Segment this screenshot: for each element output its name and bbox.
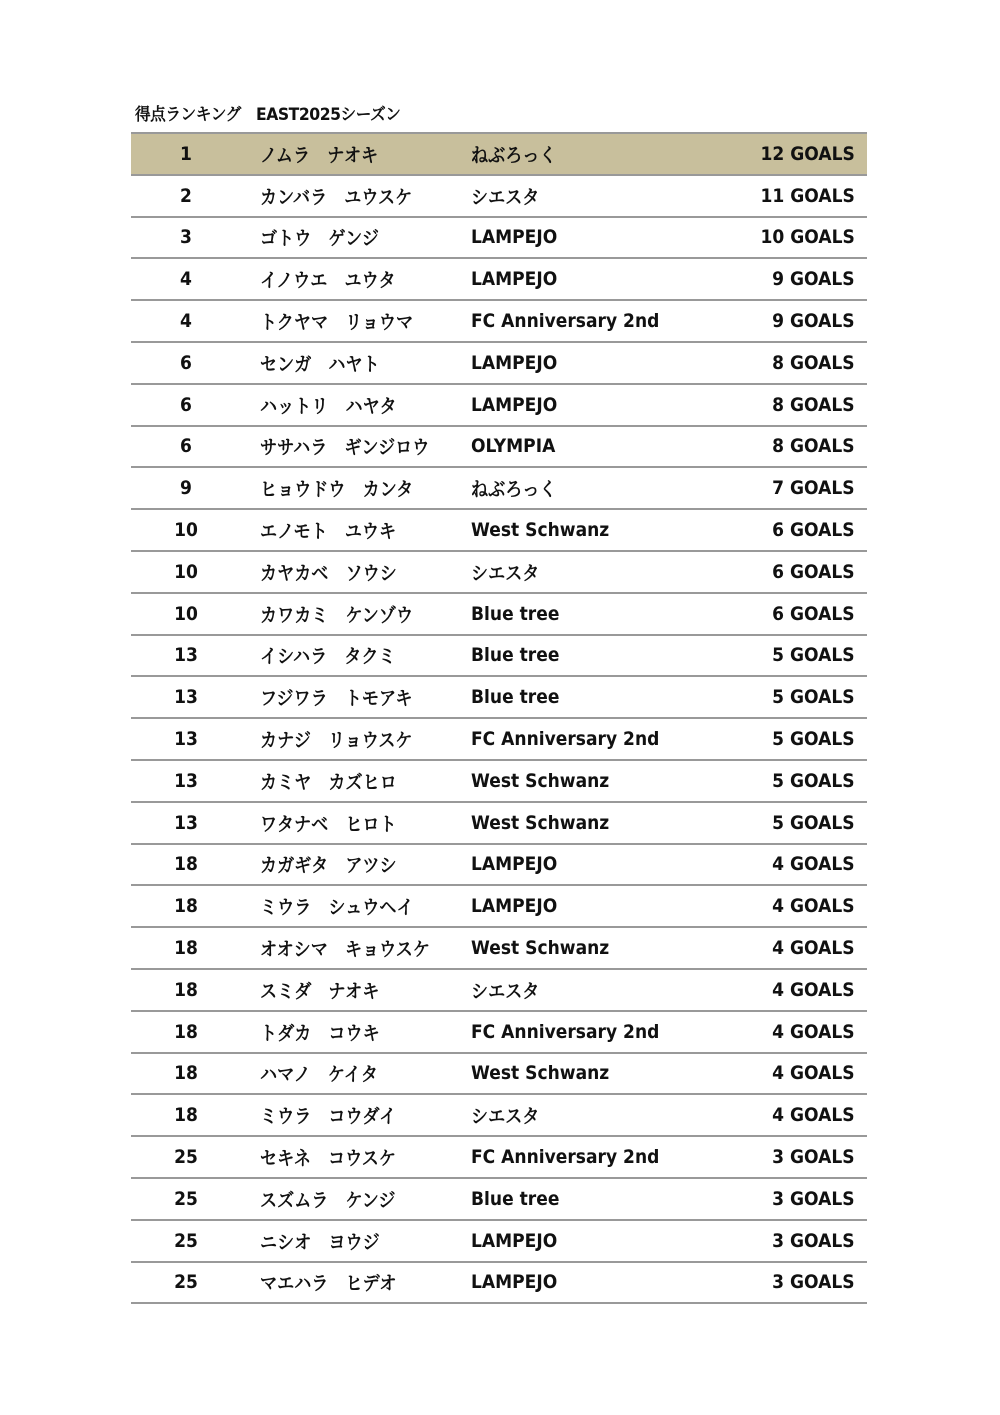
rank-cell: 13 bbox=[174, 728, 198, 751]
page-title: 得点ランキング EAST2025シーズン bbox=[135, 105, 401, 125]
table-row bbox=[131, 1012, 867, 1054]
table-row bbox=[131, 845, 867, 887]
rank-cell: 25 bbox=[174, 1229, 198, 1252]
rank-cell: 25 bbox=[174, 1187, 198, 1210]
table-row bbox=[131, 928, 867, 970]
table-row bbox=[131, 677, 867, 719]
goals-cell: 6 GOALS bbox=[772, 519, 855, 542]
rank-cell: 6 bbox=[180, 351, 192, 374]
table-row bbox=[131, 886, 867, 928]
team-name: West Schwanz bbox=[471, 769, 610, 792]
player-name: カワカミ ケンゾウ bbox=[260, 604, 414, 627]
goals-cell: 4 GOALS bbox=[772, 1020, 855, 1043]
table-row bbox=[131, 385, 867, 427]
goals-cell: 6 GOALS bbox=[772, 560, 855, 583]
player-name: フジワラ トモアキ bbox=[260, 687, 413, 710]
table-row bbox=[131, 427, 867, 469]
team-name: Blue tree bbox=[471, 644, 560, 667]
table-row bbox=[131, 176, 867, 218]
table-row bbox=[131, 134, 867, 176]
team-name: LAMPEJO bbox=[471, 268, 558, 291]
team-name: FC Anniversary 2nd bbox=[471, 1020, 660, 1043]
goals-cell: 6 GOALS bbox=[772, 602, 855, 625]
rank-cell: 10 bbox=[174, 602, 198, 625]
goals-cell: 4 GOALS bbox=[772, 895, 855, 918]
player-name: カンバラ ユウスケ bbox=[260, 186, 413, 209]
table-row bbox=[131, 1221, 867, 1263]
player-name: カナジ リョウスケ bbox=[260, 729, 413, 752]
team-name: West Schwanz bbox=[471, 811, 610, 834]
rank-cell: 13 bbox=[174, 644, 198, 667]
player-name: ニシオ ヨウジ bbox=[260, 1231, 380, 1254]
rank-cell: 2 bbox=[180, 184, 192, 207]
team-name: OLYMPIA bbox=[471, 435, 556, 458]
player-name: イシハラ タクミ bbox=[260, 645, 396, 668]
goals-cell: 9 GOALS bbox=[772, 310, 855, 333]
player-name: ヒョウドウ カンタ bbox=[260, 478, 414, 501]
team-name: FC Anniversary 2nd bbox=[471, 1146, 660, 1169]
rank-cell: 10 bbox=[174, 519, 198, 542]
rank-cell: 25 bbox=[174, 1271, 198, 1294]
goals-cell: 3 GOALS bbox=[772, 1146, 855, 1169]
team-name: LAMPEJO bbox=[471, 1271, 558, 1294]
player-name: スズムラ ケンジ bbox=[260, 1189, 396, 1212]
goals-cell: 5 GOALS bbox=[772, 728, 855, 751]
player-name: ミウラ シュウヘイ bbox=[260, 896, 414, 919]
goals-cell: 4 GOALS bbox=[772, 1062, 855, 1085]
goals-cell: 3 GOALS bbox=[772, 1229, 855, 1252]
team-name: LAMPEJO bbox=[471, 853, 558, 876]
team-name: ねぶろっく bbox=[471, 144, 557, 167]
rank-cell: 9 bbox=[180, 477, 192, 500]
table-row bbox=[131, 1137, 867, 1179]
rank-cell: 10 bbox=[174, 560, 198, 583]
player-name: トダカ コウキ bbox=[260, 1022, 380, 1045]
team-name: FC Anniversary 2nd bbox=[471, 728, 660, 751]
goals-cell: 8 GOALS bbox=[772, 351, 855, 374]
player-name: ミウラ コウダイ bbox=[260, 1105, 397, 1128]
rank-cell: 1 bbox=[180, 142, 192, 165]
team-name: West Schwanz bbox=[471, 937, 610, 960]
player-name: ハマノ ケイタ bbox=[260, 1063, 378, 1086]
rank-cell: 4 bbox=[180, 310, 192, 333]
table-row bbox=[131, 510, 867, 552]
goals-cell: 11 GOALS bbox=[760, 184, 855, 207]
table-row bbox=[131, 1054, 867, 1096]
goals-cell: 5 GOALS bbox=[772, 644, 855, 667]
goals-cell: 5 GOALS bbox=[772, 686, 855, 709]
team-name: LAMPEJO bbox=[471, 351, 558, 374]
team-name: シエスタ bbox=[471, 980, 540, 1003]
team-name: Blue tree bbox=[471, 686, 560, 709]
rank-cell: 13 bbox=[174, 686, 198, 709]
rank-cell: 13 bbox=[174, 769, 198, 792]
goals-cell: 4 GOALS bbox=[772, 853, 855, 876]
player-name: ノムラ ナオキ bbox=[260, 144, 379, 167]
team-name: シエスタ bbox=[471, 186, 540, 209]
team-name: シエスタ bbox=[471, 1105, 540, 1128]
goals-cell: 7 GOALS bbox=[772, 477, 855, 500]
goals-cell: 5 GOALS bbox=[772, 769, 855, 792]
table-row bbox=[131, 761, 867, 803]
goals-cell: 8 GOALS bbox=[772, 435, 855, 458]
goals-cell: 4 GOALS bbox=[772, 978, 855, 1001]
rank-cell: 4 bbox=[180, 268, 192, 291]
goals-cell: 5 GOALS bbox=[772, 811, 855, 834]
team-name: ねぶろっく bbox=[471, 478, 557, 501]
goals-cell: 3 GOALS bbox=[772, 1271, 855, 1294]
goals-cell: 12 GOALS bbox=[760, 142, 855, 165]
rank-cell: 18 bbox=[174, 937, 198, 960]
rank-cell: 18 bbox=[174, 978, 198, 1001]
player-name: マエハラ ヒデオ bbox=[260, 1272, 397, 1295]
goals-cell: 4 GOALS bbox=[772, 1104, 855, 1127]
team-name: West Schwanz bbox=[471, 1062, 610, 1085]
team-name: FC Anniversary 2nd bbox=[471, 310, 660, 333]
team-name: LAMPEJO bbox=[471, 1229, 558, 1252]
player-name: カヤカベ ソウシ bbox=[260, 562, 397, 585]
team-name: LAMPEJO bbox=[471, 895, 558, 918]
rank-cell: 6 bbox=[180, 393, 192, 416]
rank-cell: 18 bbox=[174, 895, 198, 918]
goals-cell: 3 GOALS bbox=[772, 1187, 855, 1210]
player-name: カミヤ カズヒロ bbox=[260, 771, 397, 794]
table-row bbox=[131, 1095, 867, 1137]
player-name: ワタナベ ヒロト bbox=[260, 813, 397, 836]
table-row bbox=[131, 1179, 867, 1221]
team-name: Blue tree bbox=[471, 1187, 560, 1210]
table-row bbox=[131, 719, 867, 761]
rank-cell: 18 bbox=[174, 853, 198, 876]
goals-cell: 9 GOALS bbox=[772, 268, 855, 291]
player-name: オオシマ キョウスケ bbox=[260, 938, 430, 961]
rank-cell: 18 bbox=[174, 1104, 198, 1127]
player-name: エノモト ユウキ bbox=[260, 520, 397, 543]
team-name: シエスタ bbox=[471, 562, 540, 585]
team-name: West Schwanz bbox=[471, 519, 610, 542]
player-name: スミダ ナオキ bbox=[260, 980, 380, 1003]
player-name: カガギタ アツシ bbox=[260, 854, 397, 877]
table-row bbox=[131, 594, 867, 636]
player-name: ササハラ ギンジロウ bbox=[260, 436, 430, 459]
goals-cell: 10 GOALS bbox=[760, 226, 855, 249]
player-name: ゴトウ ゲンジ bbox=[260, 227, 379, 250]
ranking-table bbox=[131, 132, 867, 1304]
player-name: ハットリ ハヤタ bbox=[260, 395, 397, 418]
player-name: セキネ コウスケ bbox=[260, 1147, 396, 1170]
table-row bbox=[131, 552, 867, 594]
table-row bbox=[131, 1263, 867, 1305]
rank-cell: 18 bbox=[174, 1062, 198, 1085]
rank-cell: 25 bbox=[174, 1146, 198, 1169]
goals-cell: 4 GOALS bbox=[772, 937, 855, 960]
rank-cell: 6 bbox=[180, 435, 192, 458]
table-row bbox=[131, 259, 867, 301]
table-row bbox=[131, 468, 867, 510]
table-row bbox=[131, 803, 867, 845]
rank-cell: 18 bbox=[174, 1020, 198, 1043]
team-name: LAMPEJO bbox=[471, 393, 558, 416]
table-row bbox=[131, 218, 867, 260]
table-row bbox=[131, 343, 867, 385]
table-row bbox=[131, 301, 867, 343]
player-name: センガ ハヤト bbox=[260, 353, 380, 376]
goals-cell: 8 GOALS bbox=[772, 393, 855, 416]
player-name: トクヤマ リョウマ bbox=[260, 311, 414, 334]
table-row bbox=[131, 970, 867, 1012]
rank-cell: 13 bbox=[174, 811, 198, 834]
team-name: Blue tree bbox=[471, 602, 560, 625]
player-name: イノウエ ユウタ bbox=[260, 269, 396, 292]
table-row bbox=[131, 636, 867, 678]
team-name: LAMPEJO bbox=[471, 226, 558, 249]
rank-cell: 3 bbox=[180, 226, 192, 249]
